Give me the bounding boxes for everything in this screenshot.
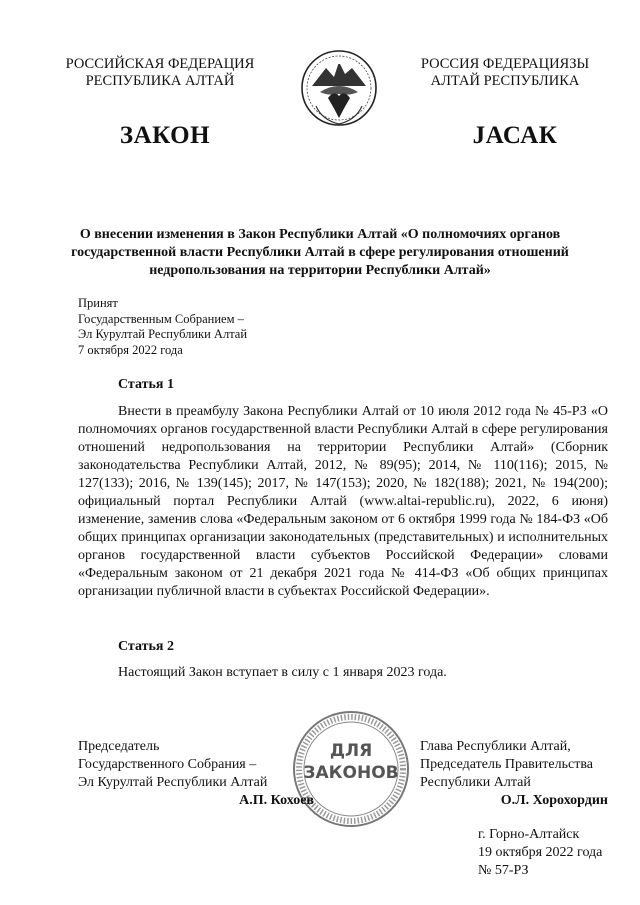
article2-heading: Статья 2 [118,639,174,654]
stamp-line2: ЗАКОНОВ [303,763,399,783]
header-right-line2: АЛТАЙ РЕСПУБЛИКА [430,73,580,89]
doc-type-right: ЈАСАК [472,122,558,149]
header-right [405,56,605,90]
article1-heading: Статья 1 [118,377,174,392]
signature-left [78,738,318,810]
adoption-line4: 7 октября 2022 года [78,342,183,357]
law-title: О внесении изменения в Закон Республики Алтай «О полномочиях органов государственной власти Республики Алтай в сфере регулирования отношений недропользования на территории Республики Алтай» [71,227,569,278]
header-left [50,56,270,90]
adoption-line1: Принят [78,296,118,310]
signature-left-line1: Председатель [78,739,160,754]
signature-right [420,738,612,810]
header-left-line2: РЕСПУБЛИКА АЛТАЙ [85,73,235,89]
footer-date: 19 октября 2022 года [478,845,603,860]
adoption-line3: Эл Курултай Республики Алтай [78,327,248,341]
article2-text: Настоящий Закон вступает в силу с 1 января 2023 года. [118,665,447,680]
article1-text: Внести в преамбулу Закона Республики Алтай от 10 июля 2012 года № 45-РЗ «О полномочиях органов государственной власти Республики Алтай в сфере регулирования отношений недропользования на территории Республики Алтай» (Сборник законодательства Республики Алтай, 2012, № 89(95); 2014, № 110(116); 2015, № 127(133); 2016, № 139(145); 2017, № 147(153); 2020, № 182(188); 2021, № 194(200); официальный портал Республики Алтай (www.altai-republic.ru), 2022, 6 июня) изменение, заменив слова «Федеральным законом от 6 октября 1999 года № 184-ФЗ «Об общих принципах организации законодательных (представительных) и исполнительных органов государственной власти субъектов Российской Федерации» словами «Федеральным законом от 21 декабря 2021 года № 414-ФЗ «Об общих принципах организации публичной власти в субъектах Российской Федерации». [78,404,608,599]
signature-left-line2: Государственного Собрания – [78,757,257,772]
footer-info [478,826,628,880]
footer-number: № 57-РЗ [478,863,529,878]
signature-right-line3: Республики Алтай [420,775,531,790]
signature-left-name: А.П. Кохоев [239,793,314,808]
adoption-info [78,296,247,358]
header-left-line1: РОССИЙСКАЯ ФЕДЕРАЦИЯ [65,56,255,72]
coat-of-arms-emblem [298,46,380,134]
signature-right-line1: Глава Республики Алтай, [420,739,571,754]
signature-right-line2: Председатель Правительства [420,757,593,772]
stamp-line1: ДЛЯ [329,741,373,761]
adoption-line2: Государственным Собранием – [78,311,244,326]
header-right-line1: РОССИЯ ФЕДЕРАЦИЯЗЫ [420,56,590,72]
doc-type-left: ЗАКОН [119,122,211,149]
footer-place: г. Горно-Алтайск [478,827,580,842]
signature-left-line3: Эл Курултай Республики Алтай [78,775,268,790]
signature-right-name: О.Л. Хорохордин [500,793,608,808]
